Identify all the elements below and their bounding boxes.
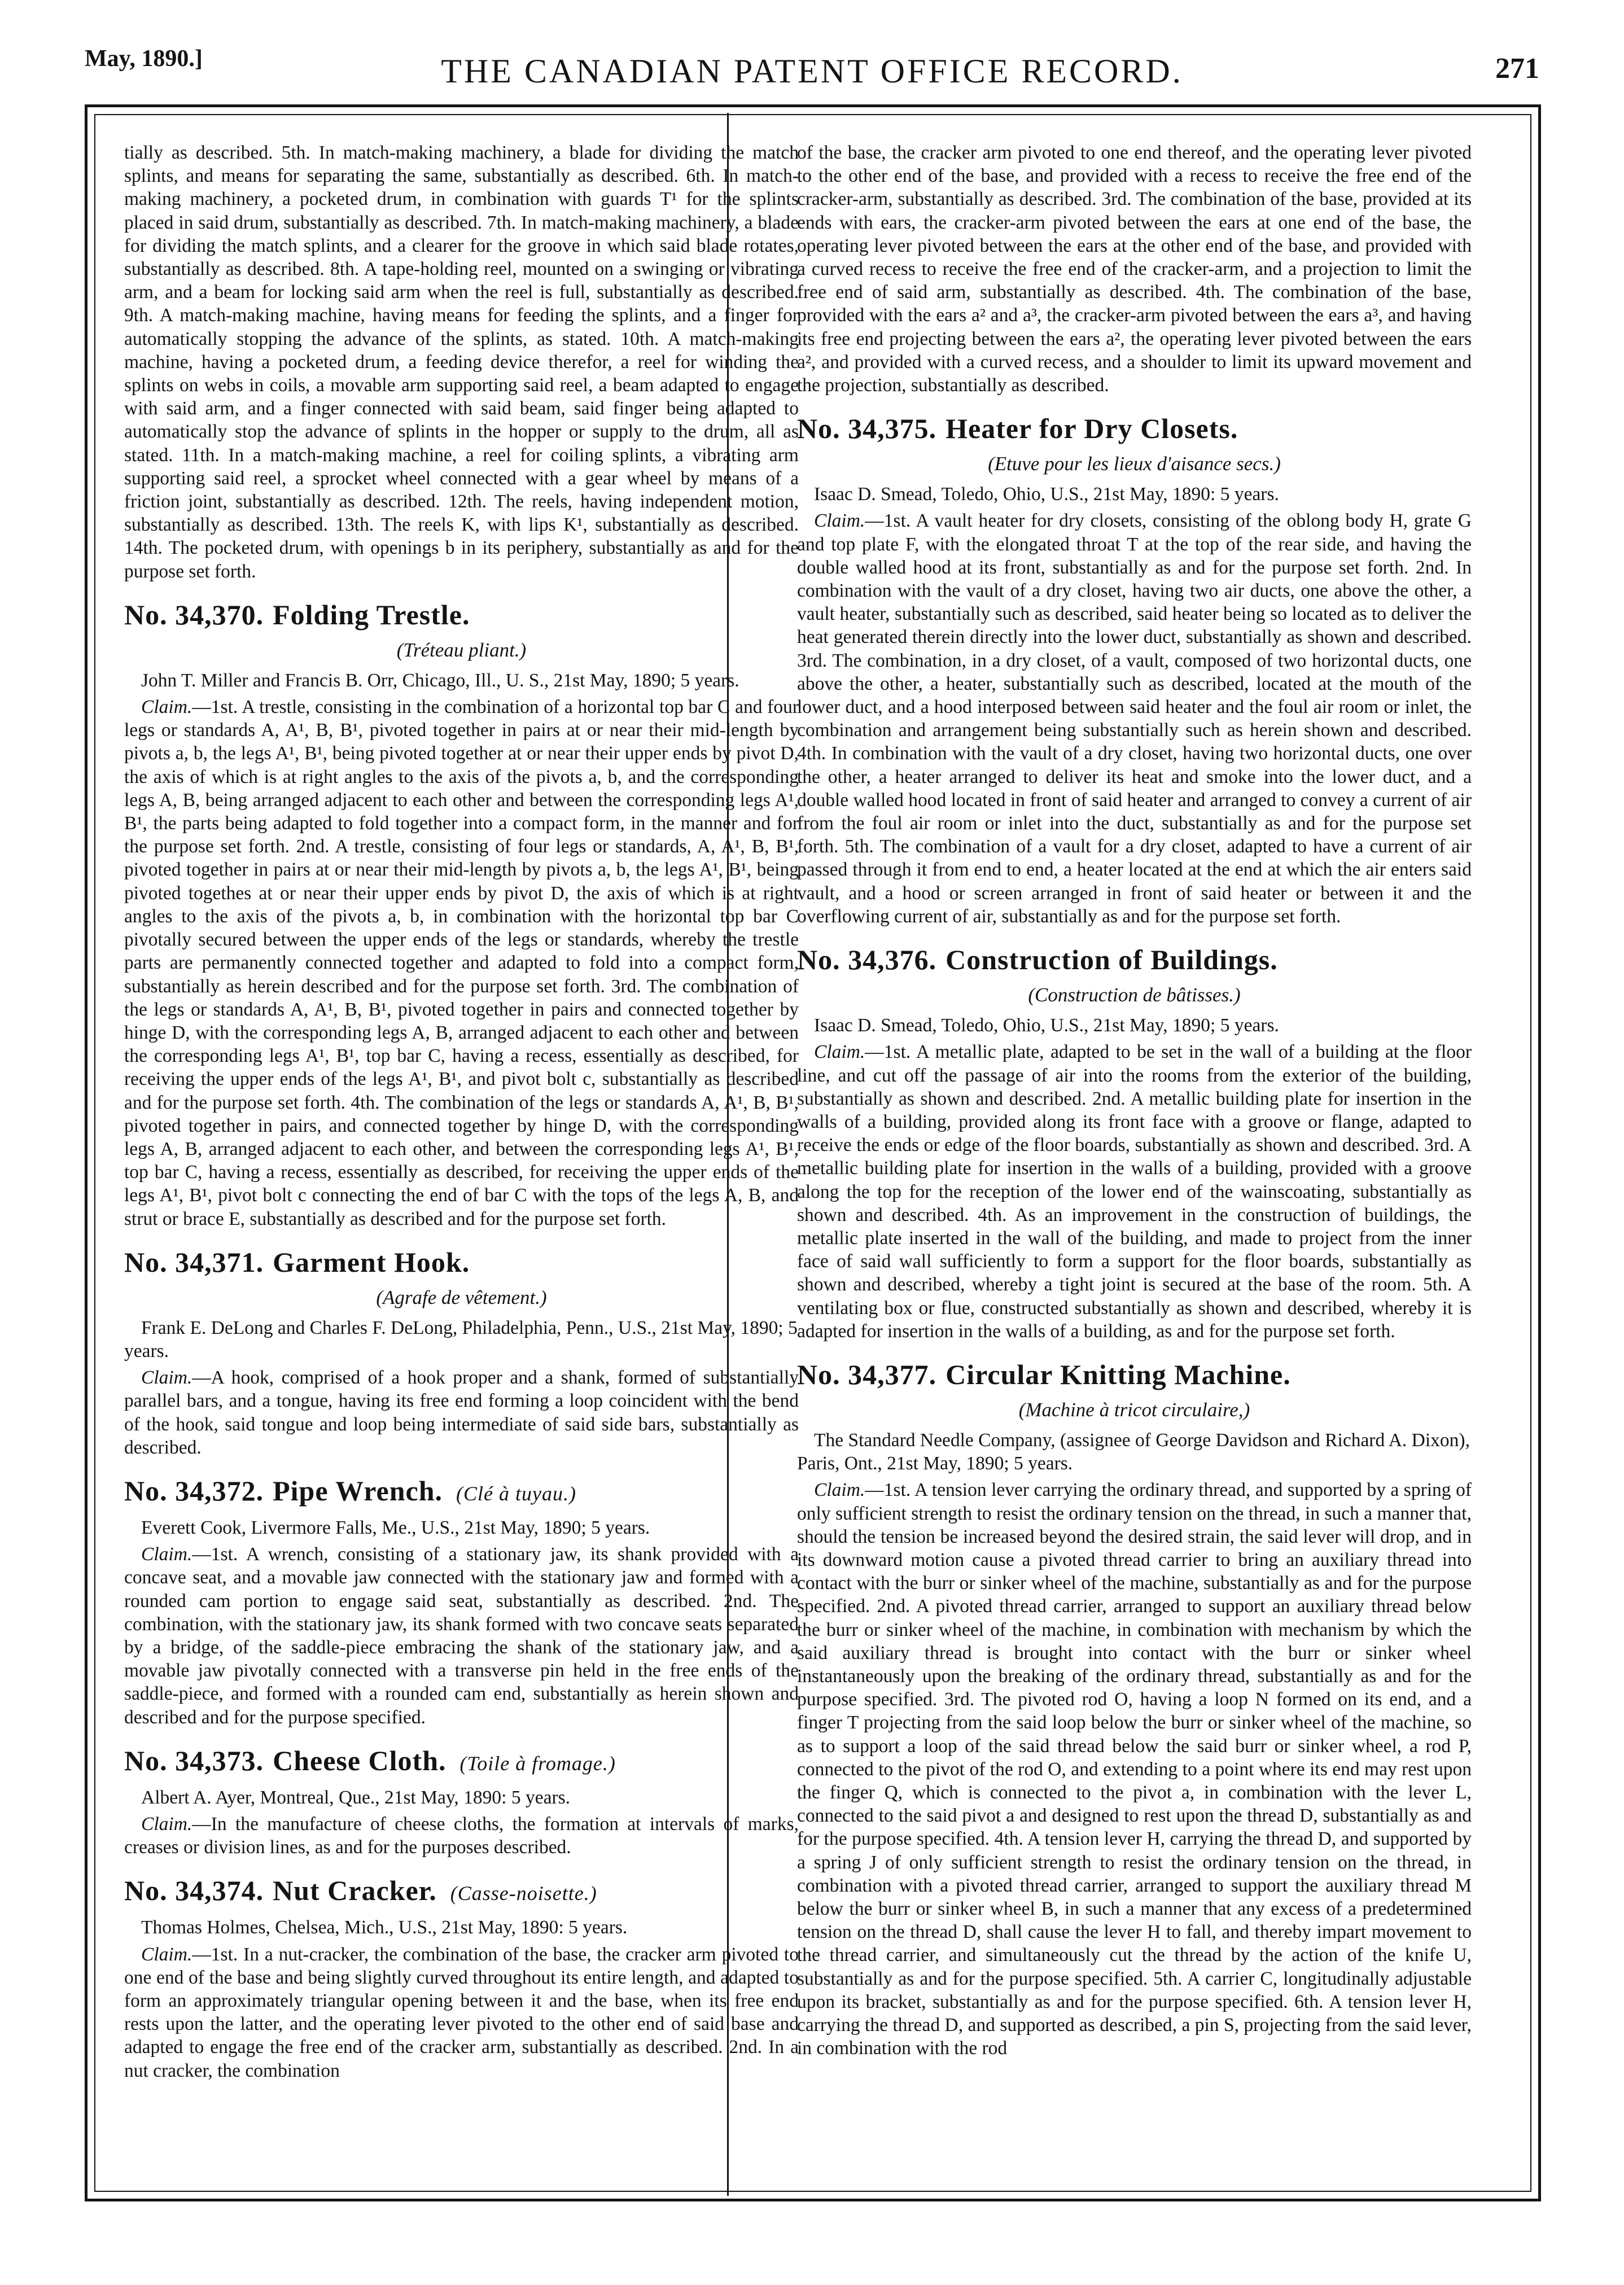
claim-label: Claim.	[814, 1041, 865, 1063]
french-title: (Tréteau pliant.)	[396, 638, 527, 661]
inventor-line: Isaac D. Smead, Toledo, Ohio, U.S., 21st May, 1890; 5 years.	[814, 1015, 1279, 1036]
patent-number: No. 34,370.	[124, 598, 264, 631]
page-header	[85, 40, 1539, 90]
claim-body: —1st. In a nut-cracker, the combination of the base, the cracker arm pivoted to one end of the base and being slightly curved throughout its entire length, and adapted to form an approximately triangular opening between it and the base, when its free end rests upon the latter, and the operating lever pivoted to the other end of said base and adapted to engage the free end of the cracker arm, substantially as described. 2nd. In a nut cracker, the combination	[124, 1943, 799, 2081]
french-title: (Machine à tricot circulaire,)	[1018, 1398, 1250, 1421]
french-title: (Clé à tuyau.)	[456, 1482, 576, 1505]
claim-body: —A hook, comprised of a hook proper and a shank, formed of substantially parallel bars, and a tongue, having its free end forming a loop coincident with the bend of the hook, said tongue and loop being intermediate of said side bars, substantially as described.	[124, 1367, 799, 1458]
patent-heading	[797, 943, 1472, 977]
patent-heading	[124, 598, 799, 632]
patent-number: No. 34,376.	[797, 944, 937, 976]
patent-number: No. 34,374.	[124, 1875, 264, 1907]
claim-text	[124, 1366, 799, 1459]
patent-title: Nut Cracker.	[273, 1875, 437, 1907]
patent-34371	[124, 1245, 799, 1459]
patent-heading	[124, 1245, 799, 1279]
claim-label: Claim.	[141, 1367, 192, 1389]
claim-label: Claim.	[814, 1479, 865, 1501]
claim-body: —1st. A metallic plate, adapted to be set in the wall of a building at the floor line, and cut off the passage of air into the rooms from the exterior of the building, substantially as shown and described. 2nd. A metallic building plate for insertion in the walls of a building, provided along its front face with a groove or flange, adapted to receive the ends or edge of the floor boards, substantially as shown and described. 3rd. A metallic building plate for insertion in the walls of a building, provided with a groove along the top for the reception of the lower end of the wainscoating, substantially as shown and described. 4th. As an improvement in the construction of buildings, the metallic plate inserted in the wall of the building, and made to project from the inner face of said wall sufficiently to form a support for the floor boards, substantially as shown and described, whereby a tight joint is secured at the base of the room. 5th. A ventilating box or flue, constructed substantially as shown and described, whereby it is adapted for insertion in the walls of a building, as and for the purpose set forth.	[797, 1041, 1472, 1342]
patent-34376	[797, 943, 1472, 1343]
right-column	[797, 141, 1472, 2185]
inventor-line: John T. Miller and Francis B. Orr, Chicago, Ill., U. S., 21st May, 1890; 5 years.	[141, 669, 739, 691]
patent-number: No. 34,375.	[797, 413, 937, 445]
patent-title: Garment Hook.	[273, 1246, 470, 1278]
claim-text	[124, 1543, 799, 1729]
issue-date: May, 1890.]	[85, 46, 203, 72]
inventor-line: Albert A. Ayer, Montreal, Que., 21st May, 1890: 5 years.	[141, 1787, 571, 1808]
claim-text	[797, 1040, 1472, 1343]
inventor-line: Thomas Holmes, Chelsea, Mich., U.S., 21st May, 1890: 5 years.	[141, 1917, 628, 1938]
french-title: (Toile à fromage.)	[459, 1752, 616, 1775]
claim-label: Claim.	[141, 697, 192, 718]
patent-title: Pipe Wrench.	[273, 1474, 443, 1507]
patent-heading	[797, 412, 1472, 445]
patent-heading	[797, 1358, 1472, 1391]
patent-34373	[124, 1744, 799, 1859]
claim-label: Claim.	[141, 1813, 192, 1835]
claim-body: —1st. A vault heater for dry closets, consisting of the oblong body H, grate G and top plate F, with the elongated throat T at the top of the rear side, and having the double walled hood at its front, substantially as and for the purpose set forth. 2nd. In combination with the vault of a dry closet, having two air ducts, one above the other, a vault heater, substantially such as described, said heater being so located as to deliver the heat generated therein directly into the lower duct, substantially as shown and described. 3rd. The combination, in a dry closet, of a vault, composed of two horizontal ducts, one above the other, a heater, substantially such as described, located at the mouth of the lower duct, and a hood interposed between said heater and the foul air room or inlet, the combination and arrangement being substantially such as herein shown and described. 4th. In combination with the vault of a dry closet, having two horizontal ducts, one over the other, a heater arranged to deliver its heat and smoke into the lower duct, and a double walled hood located in front of said heater and arranged to convey a current of air from the foul air room or inlet into the duct, substantially as and for the purpose set forth. 5th. The combination of a vault for a dry closet, adapted to have a current of air passed through it from end to end, a heater located at the end at which the air enters said vault, and a hood or screen arranged in front of said heater or between it and the overflowing current of air, substantially as and for the purpose set forth.	[797, 510, 1472, 927]
claim-text	[124, 1943, 799, 2082]
claim-text	[124, 695, 799, 1231]
claim-text	[797, 1478, 1472, 2060]
patent-title: Heater for Dry Closets.	[945, 413, 1238, 445]
patent-34375	[797, 412, 1472, 928]
inventor-line: The Standard Needle Company, (assignee of George Davidson and Richard A. Dixon), Paris, Ont., 21st May, 1890; 5 years.	[797, 1429, 1470, 1474]
claim-label: Claim.	[814, 510, 865, 532]
page-number: 271	[1495, 52, 1539, 85]
patent-heading	[124, 1873, 799, 1910]
french-title: (Construction de bâtisses.)	[1028, 984, 1241, 1006]
patent-34377	[797, 1358, 1472, 2060]
patent-34372	[124, 1474, 799, 1729]
french-title: (Etuve pour les lieux d'aisance secs.)	[988, 453, 1281, 475]
patent-number: No. 34,373.	[124, 1744, 264, 1776]
patent-34374	[124, 1873, 799, 2082]
patent-heading	[124, 1744, 799, 1780]
patent-heading	[124, 1474, 799, 1511]
claim-body: —In the manufacture of cheese cloths, the formation at intervals of marks, creases or division lines, as and for the purposes described.	[124, 1813, 799, 1858]
patent-title: Circular Knitting Machine.	[945, 1358, 1291, 1390]
publication-title: THE CANADIAN PATENT OFFICE RECORD.	[441, 52, 1183, 90]
patent-number: No. 34,372.	[124, 1474, 264, 1507]
claim-label: Claim.	[141, 1943, 192, 1965]
claim-text	[797, 509, 1472, 928]
french-title: (Agrafe de vêtement.)	[376, 1286, 547, 1308]
patent-34370	[124, 598, 799, 1231]
inventor-line: Everett Cook, Livermore Falls, Me., U.S., 21st May, 1890; 5 years.	[141, 1517, 650, 1538]
left-column	[124, 141, 799, 2185]
claim-body: —1st. A tension lever carrying the ordinary thread, and supported by a spring of only sufficient strength to resist the ordinary tension on the thread, in such a manner that, should the tension be increased beyond the desired strain, the said lever will drop, and in its downward motion cause a pivoted thread carrier to bring an auxiliary thread into contact with the burr or sinker wheel of the machine, substantially as and for the purpose specified. 2nd. A pivoted thread carrier, arranged to support an auxiliary thread below the burr or sinker wheel of the machine, in combination with mechanism by which the said auxiliary thread is brought into contact with the burr or sinker wheel instantaneously upon the breaking of the ordinary thread, substantially as and for the purpose specified. 3rd. The pivoted rod O, having a loop N formed on its end, and a finger T projecting from the said loop below the burr or sinker wheel of the machine, so as to support a loop of the said thread below the said burr or sinker wheel, a rod P, connected to the pivot of the rod O, and extending to a point where its end may rest upon the finger Q, which is connected to the pivot a, in combination with the lever L, connected to the said pivot a and designed to rest upon the thread D, substantially as and for the purpose specified. 4th. A tension lever H, carrying the thread D, and supported by a spring J of only sufficient strength to resist the ordinary tension on the thread, in combination with a pivoted thread carrier, arranged to support the auxiliary thread M below the burr or sinker wheel B, in such a manner that any excess of a predetermined tension on the thread D, shall cause the lever H to fall, and thereby impart movement to the thread carrier, and simultaneously cut the thread by the action of the knife U, substantially as and for the purpose specified. 5th. A carrier C, longitudinally adjustable upon its bracket, substantially as and for the purpose specified. 6th. A tension lever H, carrying the thread D, and supported as described, a pin S, projecting from the said lever, in combination with the rod	[797, 1479, 1472, 2059]
patent-number: No. 34,371.	[124, 1246, 264, 1278]
patent-number: No. 34,377.	[797, 1358, 937, 1390]
continued-claims: tially as described. 5th. In match-making machinery, a blade for dividing the match splints, and means for separating the same, substantially as described. 6th. In match-making machinery, a pocketed drum, in combination with guards T¹ for the splints placed in said drum, substantially as described. 7th. In match-making machinery, a blade for dividing the match splints, and a clearer for the groove in which said blade rotates, substantially as described. 8th. A tape-holding reel, mounted on a swinging or vibrating arm, and a beam for locking said arm when the reel is full, substantially as described. 9th. A match-making machine, having means for feeding the splints, and a finger for automatically stopping the advance of the splints, as stated. 10th. A match-making machine, having a pocketed drum, a feeding device therefor, a reel for winding the splints on webs in coils, a movable arm supporting said reel, a beam adapted to engage with said arm, and a finger connected with said beam, said finger being adapted to automatically stop the advance of splints in the hopper or supply to the drum, all as stated. 11th. In a match-making machine, a reel for coiling splints, a vibrating arm supporting said reel, a sprocket wheel connected with a gear wheel by means of a friction joint, substantially as described. 12th. The reels, having independent motion, substantially as described. 13th. The reels K, with lips K¹, substantially as described. 14th. The pocketed drum, with openings b in its periphery, substantially as and for the purpose set forth.	[124, 142, 799, 582]
patent-title: Folding Trestle.	[273, 598, 470, 631]
claim-label: Claim.	[141, 1544, 192, 1565]
claim-body: —1st. A trestle, consisting in the combination of a horizontal top bar C and four legs or standards A, A¹, B, B¹, pivoted together in pairs at or near their mid-length by pivots a, b, the legs A¹, B¹, being pivoted together at or near their upper ends by pivot D, the axis of which is at right angles to the axis of the pivots a, b, and the corresponding legs A, B, being arranged adjacent to each other and between the corresponding legs A¹, B¹, the parts being adapted to fold together into a compact form, in the manner and for the purpose set forth. 2nd. A trestle, consisting of four legs or standards, A, A¹, B, B¹, pivoted together in pairs at or near their mid-length by pivots a, b, the legs A¹, B¹, being pivoted togethes at or near their upper ends by pivot D, the axis of which is at right angles to the axis of the pivots a, b, in combination with the horizontal top bar C pivotally secured between the upper ends of the legs or standards, whereby the trestle parts are permanently connected together and adapted to fold into a compact form, substantially as herein described and for the purpose set forth. 3rd. The combination of the legs or standards A, A¹, B, B¹, pivoted together in pairs and connected together by hinge D, with the corresponding legs A, B, arranged adjacent to each other and between the corresponding legs A¹, B¹, top bar C, having a recess, essentially as described, for receiving the upper ends of the legs A¹, B¹, and pivot bolt c, substantially as described and for the purpose set forth. 4th. The combination of the legs or standards A, A¹, B, B¹, pivoted together in pairs, and connected together by hinge D, with the corresponding legs A, B, arranged adjacent to each other, and between the corresponding legs A¹, B¹, top bar C, having a recess, essentially as described, for receiving the upper ends of the legs A¹, B¹, pivot bolt c connecting the end of bar C with the tops of the legs A, B, and strut or brace E, substantially as described and for the purpose set forth.	[124, 697, 799, 1229]
continued-claims: of the base, the cracker arm pivoted to one end thereof, and the operating lever pivoted to the other end of the base, and provided with a recess to receive the free end of the cracker-arm, substantially as described. 3rd. The combination of the base, provided at its ends with ears, the cracker-arm pivoted between the ears at one end of the base, the operating lever pivoted between the ears at the other end of the base, and provided with a curved recess to receive the free end of the cracker-arm, and a projection to limit the free end of said arm, substantially as described. 4th. The combination of the base, provided with the ears a² and a³, the cracker-arm pivoted between the ears a³, and having its free end projecting between the ears a², the operating lever pivoted between the ears a², and provided with a curved recess, and a shoulder to limit its upward movement and the projection, substantially as described.	[797, 142, 1472, 396]
patent-title: Cheese Cloth.	[273, 1744, 447, 1776]
patent-title: Construction of Buildings.	[945, 944, 1278, 976]
inventor-line: Frank E. DeLong and Charles F. DeLong, Philadelphia, Penn., U.S., 21st May, 1890; 5 years.	[124, 1317, 798, 1362]
inventor-line: Isaac D. Smead, Toledo, Ohio, U.S., 21st May, 1890: 5 years.	[814, 484, 1279, 505]
claim-body: —1st. A wrench, consisting of a stationary jaw, its shank provided with a concave seat, and a movable jaw connected with the stationary jaw and formed with a rounded cam portion to engage said seat, substantially as described. 2nd. The combination, with the stationary jaw, its shank formed with two concave seats separated by a bridge, of the saddle-piece embracing the shank of the stationary jaw, and a movable jaw pivotally connected with a transverse pin held in the free ends of the saddle-piece, and formed with a rounded cam end, substantially as herein shown and described and for the purpose specified.	[124, 1544, 799, 1728]
claim-text	[124, 1813, 799, 1859]
french-title: (Casse-noisette.)	[450, 1882, 597, 1905]
